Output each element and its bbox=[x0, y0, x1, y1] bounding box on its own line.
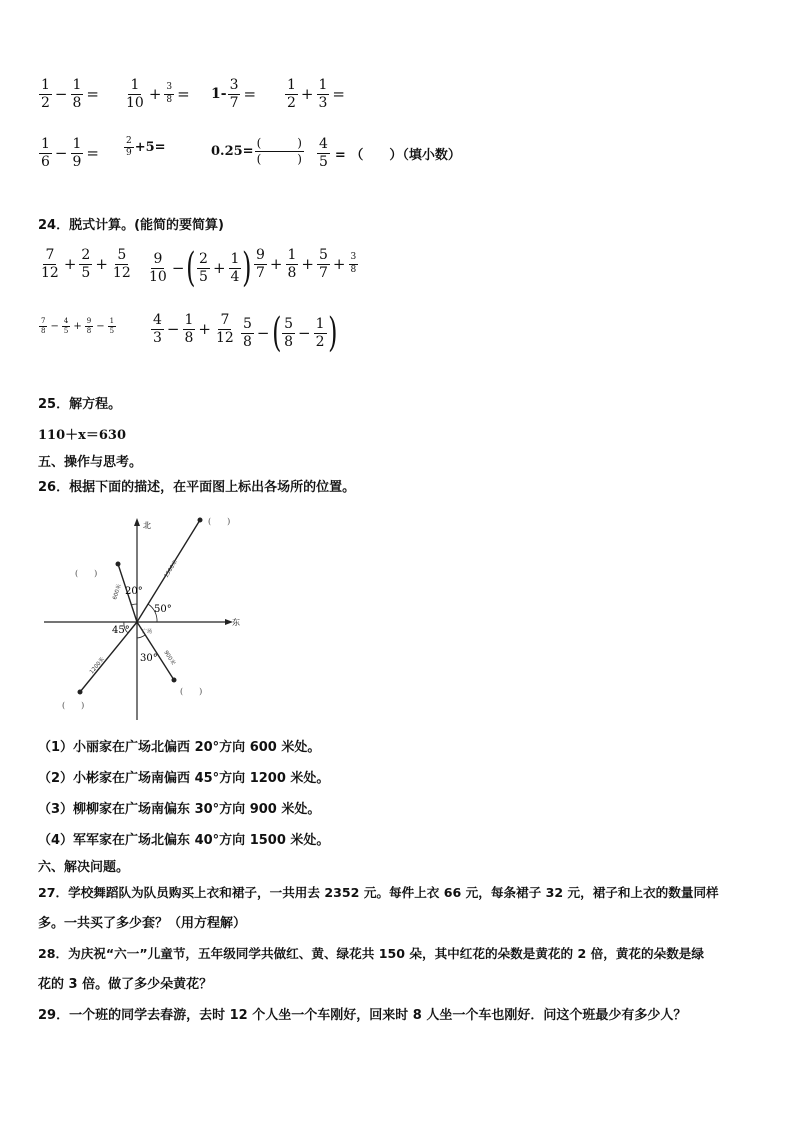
q24-expr6: $\frac{5}{8}$ − ( $\frac{5}{8}$ − $\frac{1}{2}$ ) bbox=[243, 310, 338, 356]
ne-distance: 1500米 bbox=[163, 559, 180, 580]
q24-expr2: $\frac{9}{10}$ − ( $\frac{2}{5}$ + $\frac{1}{4}$ ) bbox=[149, 245, 252, 291]
q24-expr3: $\frac{9}{7}$ + $\frac{1}{8}$ + $\frac{5}{7}$ + $\frac{3}{8}$ bbox=[256, 247, 357, 281]
east-label: 东 bbox=[232, 618, 240, 627]
oral-row1-item4: $\frac{1}{2}$ + $\frac{1}{3}$ = bbox=[287, 77, 345, 111]
q24-title: 24．脱式计算。(能简的要简算) bbox=[38, 218, 224, 233]
nw-point bbox=[116, 562, 121, 567]
q26-item-4: （4）军军家在广场北偏东 40°方向 1500 米处。 bbox=[38, 833, 330, 848]
section-6-heading: 六、解决问题。 bbox=[38, 860, 130, 875]
se-point bbox=[172, 678, 177, 683]
compass-diagram bbox=[40, 512, 260, 722]
sw-blank: ( ) bbox=[62, 701, 85, 710]
q24-expr5: $\frac{4}{3}$ − $\frac{1}{8}$ + $\frac{7}{12}$ bbox=[153, 312, 234, 346]
q26-item-2: （2）小彬家在广场南偏西 45°方向 1200 米处。 bbox=[38, 771, 330, 786]
q24-expr1: $\frac{7}{12}$ + $\frac{2}{5}$ + $\frac{5}{12}$ bbox=[41, 247, 131, 281]
oral-row1-item3: 1- $\frac{3}{7}$ = bbox=[211, 77, 257, 111]
ne-blank: ( ) bbox=[208, 517, 231, 526]
north-arrow-icon bbox=[134, 518, 140, 526]
oral-row2-item4: $\frac{4}{5}$ = （ ）（填小数） bbox=[319, 136, 461, 170]
oral-row2-item2: $\frac{2}{9}$ +5= bbox=[126, 136, 166, 159]
oral-row2-item1: $\frac{1}{6}$ − $\frac{1}{9}$ = bbox=[41, 136, 99, 170]
q29-line-1: 29．一个班的同学去春游，去时 12 个人坐一个车刚好，回来时 8 人坐一个车也刚好．问这个班最少有多少人？ bbox=[38, 1008, 687, 1023]
q28-line-1: 28．为庆祝“六一”儿童节，五年级同学共做红、黄、绿花共 150 朵，其中红花的朵数是黄花的 2 倍，黄花的朵数是绿 bbox=[38, 946, 704, 961]
oral-row2-item3: 0.25= $\frac{( )}{( )}$ bbox=[211, 136, 302, 166]
q28-line-2: 花的 3 倍。做了多少朵黄花？ bbox=[38, 977, 213, 992]
sw-point bbox=[78, 690, 83, 695]
oral-row1-item2: $\frac{1}{10}$ + $\frac{3}{8}$ = bbox=[126, 77, 190, 111]
angle-ne-label: 50° bbox=[154, 604, 172, 615]
q26-item-1: （1）小丽家在广场北偏西 20°方向 600 米处。 bbox=[38, 740, 321, 755]
q24-expr4: $\frac{7}{8}$ − $\frac{4}{5}$ + $\frac{9}{8}$ − $\frac{1}{5}$ bbox=[41, 317, 115, 336]
q25-equation: 110＋x＝630 bbox=[38, 428, 127, 443]
ne-point bbox=[198, 518, 203, 523]
q26-title: 26．根据下面的描述，在平面图上标出各场所的位置。 bbox=[38, 480, 356, 495]
nw-distance: 600米 bbox=[112, 583, 123, 601]
q27-line-2: 多。一共买了多少套？（用方程解） bbox=[38, 916, 247, 931]
se-blank: ( ) bbox=[180, 687, 203, 696]
section-5-heading: 五、操作与思考。 bbox=[38, 455, 143, 470]
q25-title: 25．解方程。 bbox=[38, 397, 122, 412]
nw-blank: ( ) bbox=[75, 569, 98, 578]
north-label: 北 bbox=[143, 521, 151, 530]
sw-distance: 1200米 bbox=[88, 656, 107, 676]
angle-sw-label: 45° bbox=[112, 625, 130, 636]
angle-arc-se bbox=[137, 635, 145, 638]
q26-item-3: （3）柳柳家在广场南偏东 30°方向 900 米处。 bbox=[38, 802, 321, 817]
center-label: 广场 bbox=[142, 629, 153, 635]
se-distance: 900米 bbox=[162, 649, 177, 667]
angle-arc-nw bbox=[131, 604, 137, 605]
angle-se-label: 30° bbox=[140, 653, 158, 664]
angle-nw-label: 20° bbox=[125, 586, 143, 597]
q27-line-1: 27．学校舞蹈队为队员购买上衣和裙子，一共用去 2352 元。每件上衣 66 元，每条裙子 32 元，裙子和上衣的数量同样 bbox=[38, 885, 719, 900]
oral-row1-item1: $\frac{1}{2}$ − $\frac{1}{8}$ = bbox=[41, 77, 99, 111]
